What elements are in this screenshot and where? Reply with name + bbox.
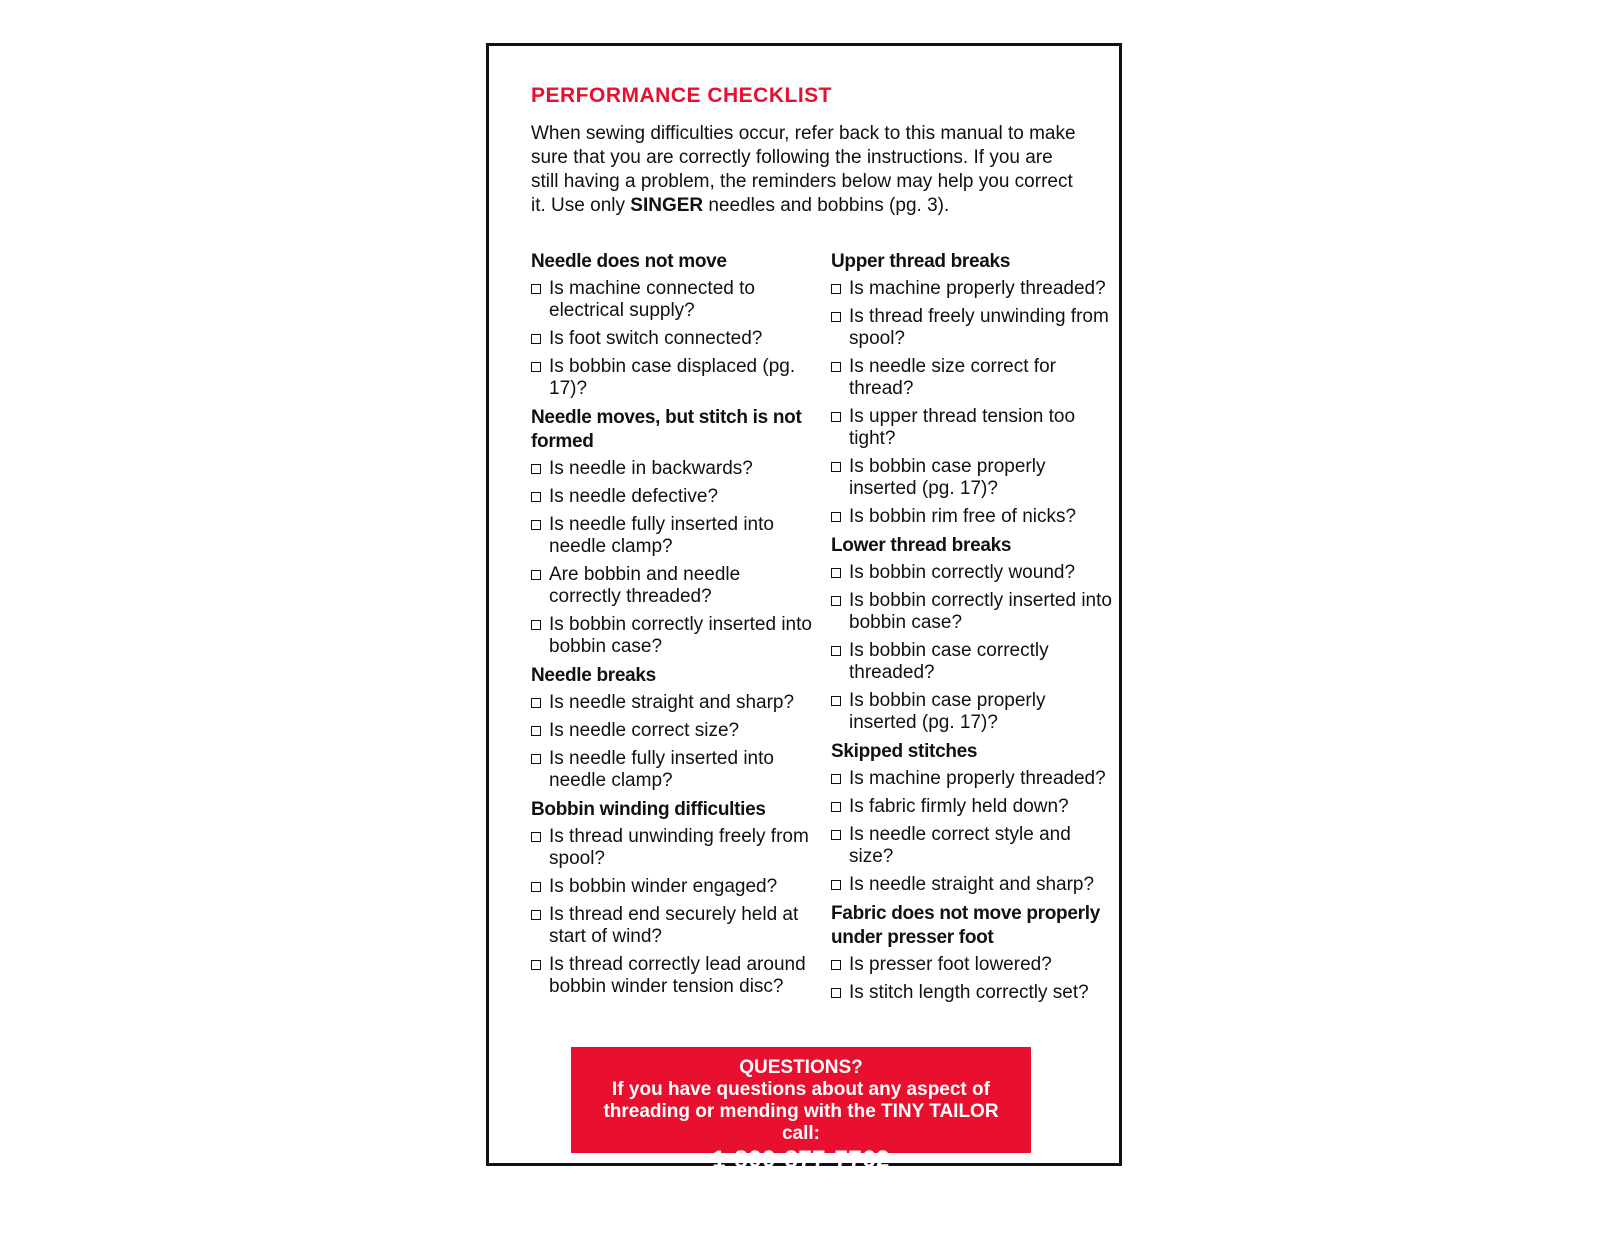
checkbox-icon[interactable]	[531, 520, 541, 530]
checklist-item	[531, 692, 816, 714]
checklist-item-label: Is needle correct size?	[549, 720, 740, 741]
checklist-item-label: Is bobbin winder engaged?	[549, 876, 778, 897]
checklist-items	[831, 954, 1116, 1004]
checklist-items	[831, 278, 1116, 528]
checklist-item-label: Is bobbin correctly inserted into bobbin case?	[849, 590, 1112, 633]
checkbox-icon[interactable]	[831, 362, 841, 372]
checklist-section	[831, 740, 1116, 896]
checklist-item	[531, 720, 816, 742]
checkbox-icon[interactable]	[531, 492, 541, 502]
checklist-items	[531, 278, 816, 400]
questions-body: If you have questions about any aspect of threading or mending with the TINY TAILOR call:	[603, 1079, 999, 1144]
checklist-item	[531, 614, 816, 658]
checkbox-icon[interactable]	[531, 334, 541, 344]
checkbox-icon[interactable]	[531, 910, 541, 920]
intro-brand: SINGER	[630, 195, 704, 216]
checklist-item	[531, 876, 816, 898]
checklist-item-label: Is machine connected to electrical supply?	[549, 278, 755, 321]
checklist-item	[531, 954, 816, 998]
checklist-item-label: Is needle size correct for thread?	[849, 356, 1056, 399]
checklist-items	[831, 562, 1116, 734]
checklist-item	[531, 748, 816, 792]
checklist-item-label: Is needle straight and sharp?	[549, 692, 795, 713]
checklist-item-label: Is bobbin rim free of nicks?	[849, 506, 1077, 527]
checkbox-icon[interactable]	[831, 960, 841, 970]
intro-text-after: needles and bobbins (pg. 3).	[703, 195, 950, 216]
checkbox-icon[interactable]	[531, 284, 541, 294]
left-column	[531, 250, 816, 1004]
checkbox-icon[interactable]	[531, 726, 541, 736]
checklist-item-label: Is thread end securely held at start of wind?	[549, 904, 799, 947]
section-heading: Bobbin winding difficulties	[531, 799, 766, 820]
checklist-item	[531, 514, 816, 558]
checklist-item	[831, 640, 1116, 684]
checklist-item-label: Is needle fully inserted into needle clamp?	[549, 748, 774, 791]
checklist-item-label: Is needle in backwards?	[549, 458, 753, 479]
checklist-item-label: Is thread unwinding freely from spool?	[549, 826, 809, 869]
questions-title: QUESTIONS?	[739, 1057, 863, 1078]
checklist-item-label: Is stitch length correctly set?	[849, 982, 1089, 1003]
intro-paragraph	[531, 122, 1076, 218]
checkbox-icon[interactable]	[831, 802, 841, 812]
checkbox-icon[interactable]	[831, 462, 841, 472]
section-heading: Upper thread breaks	[831, 251, 1011, 272]
intro-text-before: When sewing difficulties occur, refer back to this manual to make sure that you are correctly following the instructions. If you are still having a problem, the reminders below may help you correct it. Use only	[531, 123, 1076, 216]
section-heading: Needle moves, but stitch is not formed	[531, 407, 802, 452]
checklist-item-label: Is needle correct style and size?	[849, 824, 1071, 867]
checklist-item-label: Is needle fully inserted into needle clamp?	[549, 514, 774, 557]
checklist-item	[831, 590, 1116, 634]
checklist-item	[831, 796, 1116, 818]
checklist-item	[531, 904, 816, 948]
checkbox-icon[interactable]	[531, 832, 541, 842]
page-title: PERFORMANCE CHECKLIST	[531, 84, 833, 107]
checkbox-icon[interactable]	[831, 568, 841, 578]
checklist-item	[831, 690, 1116, 734]
checklist-item-label: Is upper thread tension too tight?	[849, 406, 1076, 449]
checklist-item-label: Is needle defective?	[549, 486, 719, 507]
checkbox-icon[interactable]	[831, 830, 841, 840]
checklist-section	[531, 798, 816, 998]
checklist-item-label: Is thread freely unwinding from spool?	[849, 306, 1109, 349]
checklist-item	[531, 356, 816, 400]
checklist-item	[831, 278, 1116, 300]
checklist-item	[831, 954, 1116, 976]
checklist-item-label: Is bobbin correctly inserted into bobbin case?	[549, 614, 812, 657]
questions-banner	[571, 1047, 1031, 1173]
checklist-item-label: Are bobbin and needle correctly threaded?	[549, 564, 741, 607]
checkbox-icon[interactable]	[831, 774, 841, 784]
checkbox-icon[interactable]	[831, 312, 841, 322]
checkbox-icon[interactable]	[531, 754, 541, 764]
checkbox-icon[interactable]	[831, 284, 841, 294]
checkbox-icon[interactable]	[531, 464, 541, 474]
section-heading: Needle does not move	[531, 251, 727, 272]
checklist-items	[531, 458, 816, 658]
checklist-item-label: Is machine properly threaded?	[849, 278, 1106, 299]
checkbox-icon[interactable]	[831, 988, 841, 998]
checklist-item	[831, 356, 1116, 400]
checklist-item	[831, 306, 1116, 350]
phone-number[interactable]: 1-800-877-7762	[712, 1146, 890, 1173]
checklist-section	[831, 534, 1116, 734]
checklist-section	[531, 664, 816, 792]
checklist-item-label: Is bobbin case properly inserted (pg. 17)?	[849, 690, 1046, 733]
checklist-items	[531, 826, 816, 998]
checklist-item	[531, 826, 816, 870]
checklist-items	[531, 692, 816, 792]
checklist-item	[831, 456, 1116, 500]
checklist-item	[831, 982, 1116, 1004]
section-heading: Fabric does not move properly under presser foot	[831, 903, 1100, 948]
checkbox-icon[interactable]	[831, 412, 841, 422]
section-heading: Needle breaks	[531, 665, 656, 686]
checklist-section	[831, 250, 1116, 528]
checklist-item-label: Is bobbin case displaced (pg. 17)?	[549, 356, 796, 399]
checklist-item-label: Is foot switch connected?	[549, 328, 763, 349]
right-column	[831, 250, 1116, 1010]
checklist-item	[831, 824, 1116, 868]
checklist-item-label: Is bobbin case correctly threaded?	[849, 640, 1049, 683]
checkbox-icon[interactable]	[531, 362, 541, 372]
checkbox-icon[interactable]	[831, 596, 841, 606]
checkbox-icon[interactable]	[531, 570, 541, 580]
checklist-item-label: Is needle straight and sharp?	[849, 874, 1095, 895]
checklist-item-label: Is machine properly threaded?	[849, 768, 1106, 789]
section-heading: Lower thread breaks	[831, 535, 1012, 556]
checklist-item	[831, 562, 1116, 584]
checkbox-icon[interactable]	[531, 882, 541, 892]
checklist-item-label: Is presser foot lowered?	[849, 954, 1052, 975]
checklist-item-label: Is bobbin case properly inserted (pg. 17)?	[849, 456, 1046, 499]
checklist-item	[831, 768, 1116, 790]
section-heading: Skipped stitches	[831, 741, 978, 762]
checklist-item	[531, 278, 816, 322]
checkbox-icon[interactable]	[831, 696, 841, 706]
checklist-panel	[486, 43, 1122, 1173]
checkbox-icon[interactable]	[831, 646, 841, 656]
checkbox-icon[interactable]	[531, 620, 541, 630]
checkbox-icon[interactable]	[831, 512, 841, 522]
checklist-item	[831, 874, 1116, 896]
checkbox-icon[interactable]	[531, 698, 541, 708]
checklist-item-label: Is bobbin correctly wound?	[849, 562, 1076, 583]
checklist-item	[531, 328, 816, 350]
checklist-section	[531, 406, 816, 658]
checklist-item	[531, 486, 816, 508]
checkbox-icon[interactable]	[531, 960, 541, 970]
checklist-section	[531, 250, 816, 400]
checkbox-icon[interactable]	[831, 880, 841, 890]
checklist-item	[831, 506, 1116, 528]
checklist-item-label: Is fabric firmly held down?	[849, 796, 1069, 817]
checklist-item	[531, 564, 816, 608]
checklist-items	[831, 768, 1116, 896]
checklist-item-label: Is thread correctly lead around bobbin winder tension disc?	[549, 954, 806, 997]
checklist-section	[831, 902, 1116, 1004]
checklist-item	[831, 406, 1116, 450]
checklist-item	[531, 458, 816, 480]
